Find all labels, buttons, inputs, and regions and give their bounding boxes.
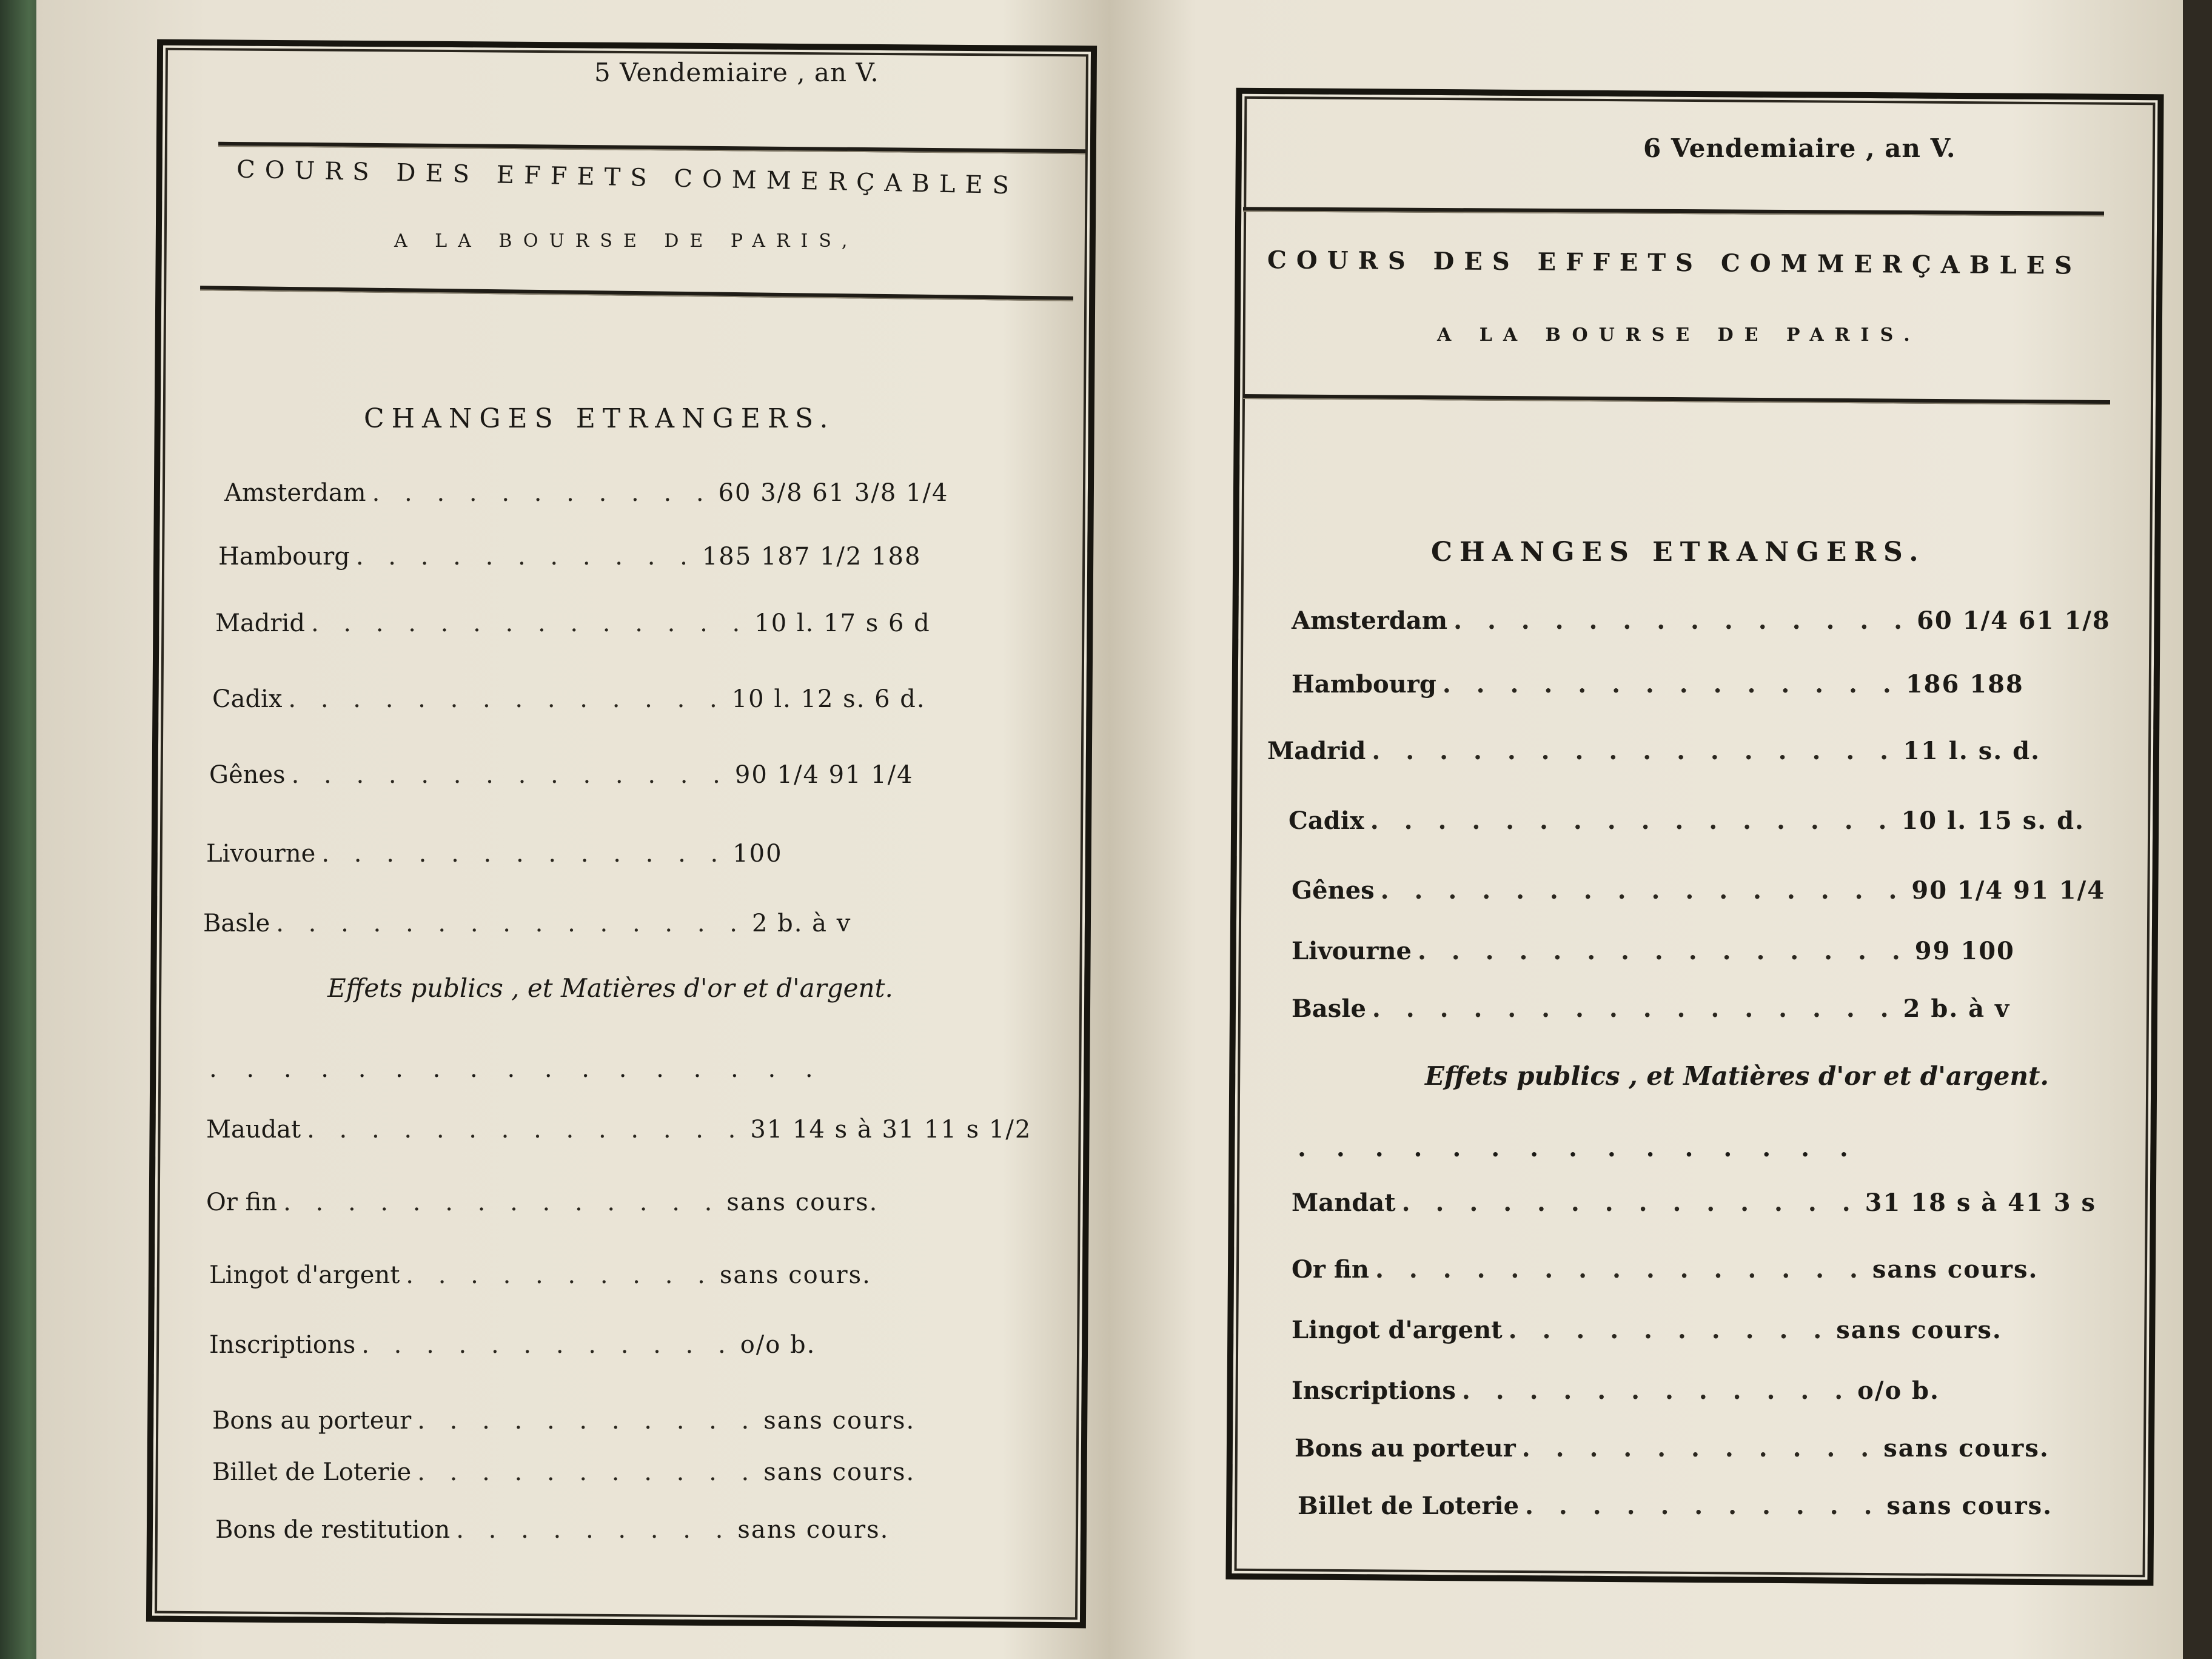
row-value: 10 l. 17 s 6 d (754, 609, 931, 637)
right-page (1146, 0, 2212, 1659)
row-value: 100 (732, 840, 783, 868)
row-value: sans cours. (763, 1458, 916, 1486)
dot-leader: . . . . . . . . . . . (417, 1407, 758, 1435)
dot-leader: . . . . . . . . . . . . . . . (1375, 1255, 1866, 1284)
row-label: Cadix (212, 685, 283, 713)
left-row-inscriptions (209, 1331, 816, 1367)
dot-leader: . . . . . . . . . . . (1521, 1434, 1878, 1463)
right-row-billet-loterie (1298, 1492, 2053, 1528)
row-value: sans cours. (719, 1261, 871, 1289)
row-label: Billet de Loterie (1298, 1492, 1520, 1520)
row-value: 90 1/4 91 1/4 (734, 761, 914, 789)
right-row-basle (1292, 994, 2010, 1031)
dot-leader: . . . . . . . . . . . . . . . . (1380, 876, 1906, 905)
right-row-or-fin (1292, 1255, 2038, 1292)
dot-leader: . . . . . . . . . . . (372, 479, 712, 507)
row-label: Amsterdam (1292, 606, 1448, 635)
row-value: 31 14 s à 31 11 s 1/2 (750, 1116, 1032, 1144)
dot-leader: . . . . . . . . . . . . . . . (276, 910, 746, 937)
right-row-hambourg (1292, 670, 2024, 706)
row-label: Bons au porteur (212, 1407, 412, 1435)
right-heading-line1: COURS DES EFFETS COMMERÇABLES (1267, 246, 2082, 280)
row-value: 2 b. à v (751, 910, 852, 937)
dot-leader: . . . . . . . . . . . . . . . (1417, 937, 1909, 965)
row-value: sans cours. (1886, 1492, 2053, 1520)
row-value: 185 187 1/2 188 (702, 543, 922, 571)
dot-leader: . . . . . . . . . . . . . . (288, 685, 726, 713)
row-label: Madrid (215, 609, 305, 637)
row-value: 2 b. à v (1903, 994, 2011, 1023)
left-row-bons-restitution (215, 1516, 889, 1552)
row-label: Lingot d'argent (1292, 1316, 1503, 1344)
dot-leader: . . . . . . . . . . . . . . (307, 1116, 745, 1144)
left-row-madrid (215, 609, 931, 646)
row-label: Gênes (209, 761, 286, 789)
row-label: Hambourg (1292, 670, 1436, 699)
dot-leader: . . . . . . . . . . . . . . (1442, 670, 1900, 699)
right-row-genes (1292, 876, 2105, 913)
dot-leader: . . . . . . . . . . . . . . (291, 761, 729, 789)
dot-leader: . . . . . . . . . . . (417, 1458, 758, 1486)
dot-leader: . . . . . . . . . . . . . . . . (1370, 806, 1895, 835)
row-value: 60 1/4 61 1/8 (1917, 606, 2111, 635)
row-label: Or fin (1292, 1255, 1370, 1284)
dot-leader: . . . . . . . . . . . . . . (1453, 606, 1911, 635)
right-row-inscriptions (1292, 1376, 1940, 1413)
row-value: 99 100 (1914, 937, 2015, 965)
dot-leader: . . . . . . . . . . . . . . . . (1372, 994, 1897, 1023)
dot-leader: . . . . . . . . . . . . . . (310, 609, 749, 637)
row-label: Billet de Loterie (212, 1458, 412, 1486)
row-value: 60 3/8 61 3/8 1/4 (718, 479, 949, 507)
row-value: 10 l. 15 s. d. (1901, 806, 2085, 835)
row-label: Basle (203, 910, 270, 937)
row-label: Hambourg (218, 543, 350, 571)
dot-leader: . . . . . . . . . . . . . . (1401, 1188, 1859, 1217)
row-label: Livourne (206, 840, 316, 868)
left-blank-row: . . . . . . . . . . . . . . . . . (209, 1055, 824, 1083)
right-page-date: 6 Vendemiaire , an V. (1643, 133, 1956, 163)
dot-leader: . . . . . . . . . . . (355, 543, 696, 571)
left-page-border (146, 39, 1097, 1629)
row-label: Lingot d'argent (209, 1261, 400, 1289)
row-value: sans cours. (726, 1188, 879, 1216)
row-label: Inscriptions (1292, 1376, 1456, 1405)
left-page-date: 5 Vendemiaire , an V. (594, 58, 879, 87)
row-value: o/o b. (1857, 1376, 1940, 1405)
dot-leader: . . . . . . . . . (456, 1516, 732, 1544)
left-row-hambourg (218, 543, 921, 579)
right-heading-line2: A LA BOURSE DE PARIS. (1437, 324, 1921, 346)
row-label: Livourne (1292, 937, 1412, 965)
left-row-maudat (206, 1116, 1031, 1152)
row-value: sans cours. (1883, 1434, 2049, 1463)
row-label: Basle (1292, 994, 1366, 1023)
row-value: 186 188 (1905, 670, 2024, 699)
left-page (73, 0, 1140, 1659)
dot-leader: . . . . . . . . . . . . . (321, 840, 727, 868)
row-label: Cadix (1289, 806, 1364, 835)
row-value: sans cours. (737, 1516, 890, 1544)
left-row-or-fin (206, 1188, 878, 1225)
row-label: Bons de restitution (215, 1516, 451, 1544)
dot-leader: . . . . . . . . . . (1508, 1316, 1831, 1344)
dot-leader: . . . . . . . . . . . . (361, 1331, 734, 1359)
right-row-cadix (1289, 806, 2085, 843)
right-row-livourne (1292, 937, 2015, 973)
left-row-basle (203, 910, 851, 946)
row-value: 10 l. 12 s. 6 d. (731, 685, 926, 713)
left-row-livourne (206, 840, 783, 876)
dot-leader: . . . . . . . . . . . . . . . . (1372, 737, 1897, 765)
left-row-lingot (209, 1261, 871, 1298)
row-value: 31 18 s à 41 3 s (1865, 1188, 2096, 1217)
dot-leader: . . . . . . . . . . . . . . (283, 1188, 721, 1216)
dot-leader: . . . . . . . . . . (406, 1261, 714, 1289)
right-row-madrid (1267, 737, 2040, 773)
left-row-cadix (212, 685, 926, 722)
right-row-lingot (1292, 1316, 2002, 1352)
right-row-amsterdam (1292, 606, 2111, 643)
row-label: Gênes (1292, 876, 1375, 905)
row-label: Madrid (1267, 737, 1366, 765)
left-section-changes-title: CHANGES ETRANGERS. (364, 403, 836, 434)
left-effets-title: Effets publics , et Matières d'or et d'argent. (327, 973, 893, 1003)
row-label: Amsterdam (224, 479, 366, 507)
open-book-spread (36, 0, 2183, 1659)
right-row-mandat (1292, 1188, 2096, 1225)
dot-leader: . . . . . . . . . . . . (1461, 1376, 1852, 1405)
right-effets-title: Effets publics , et Matières d'or et d'argent. (1425, 1061, 2049, 1091)
row-label: Or fin (206, 1188, 278, 1216)
row-value: 90 1/4 91 1/4 (1911, 876, 2106, 905)
row-value: sans cours. (1872, 1255, 2039, 1284)
row-label: Bons au porteur (1295, 1434, 1516, 1463)
left-heading-line1: COURS DES EFFETS COMMERÇABLES (236, 155, 1019, 200)
row-label: Maudat (206, 1116, 301, 1144)
row-value: sans cours. (763, 1407, 916, 1435)
row-value: o/o b. (740, 1331, 816, 1359)
right-blank-row: . . . . . . . . . . . . . . . (1298, 1134, 1859, 1162)
row-label: Inscriptions (209, 1331, 356, 1359)
left-row-bons-porteur (212, 1407, 915, 1443)
right-section-changes-title: CHANGES ETRANGERS. (1431, 537, 1926, 568)
left-row-amsterdam (224, 479, 948, 515)
row-value: sans cours. (1836, 1316, 2002, 1344)
row-label: Mandat (1292, 1188, 1396, 1217)
left-heading-line2: A LA BOURSE DE PARIS, (394, 230, 859, 252)
row-value: 11 l. s. d. (1903, 737, 2041, 765)
left-row-billet-loterie (212, 1458, 915, 1495)
left-row-genes (209, 761, 914, 797)
right-row-bons-porteur (1295, 1434, 2049, 1470)
dot-leader: . . . . . . . . . . . (1525, 1492, 1881, 1520)
